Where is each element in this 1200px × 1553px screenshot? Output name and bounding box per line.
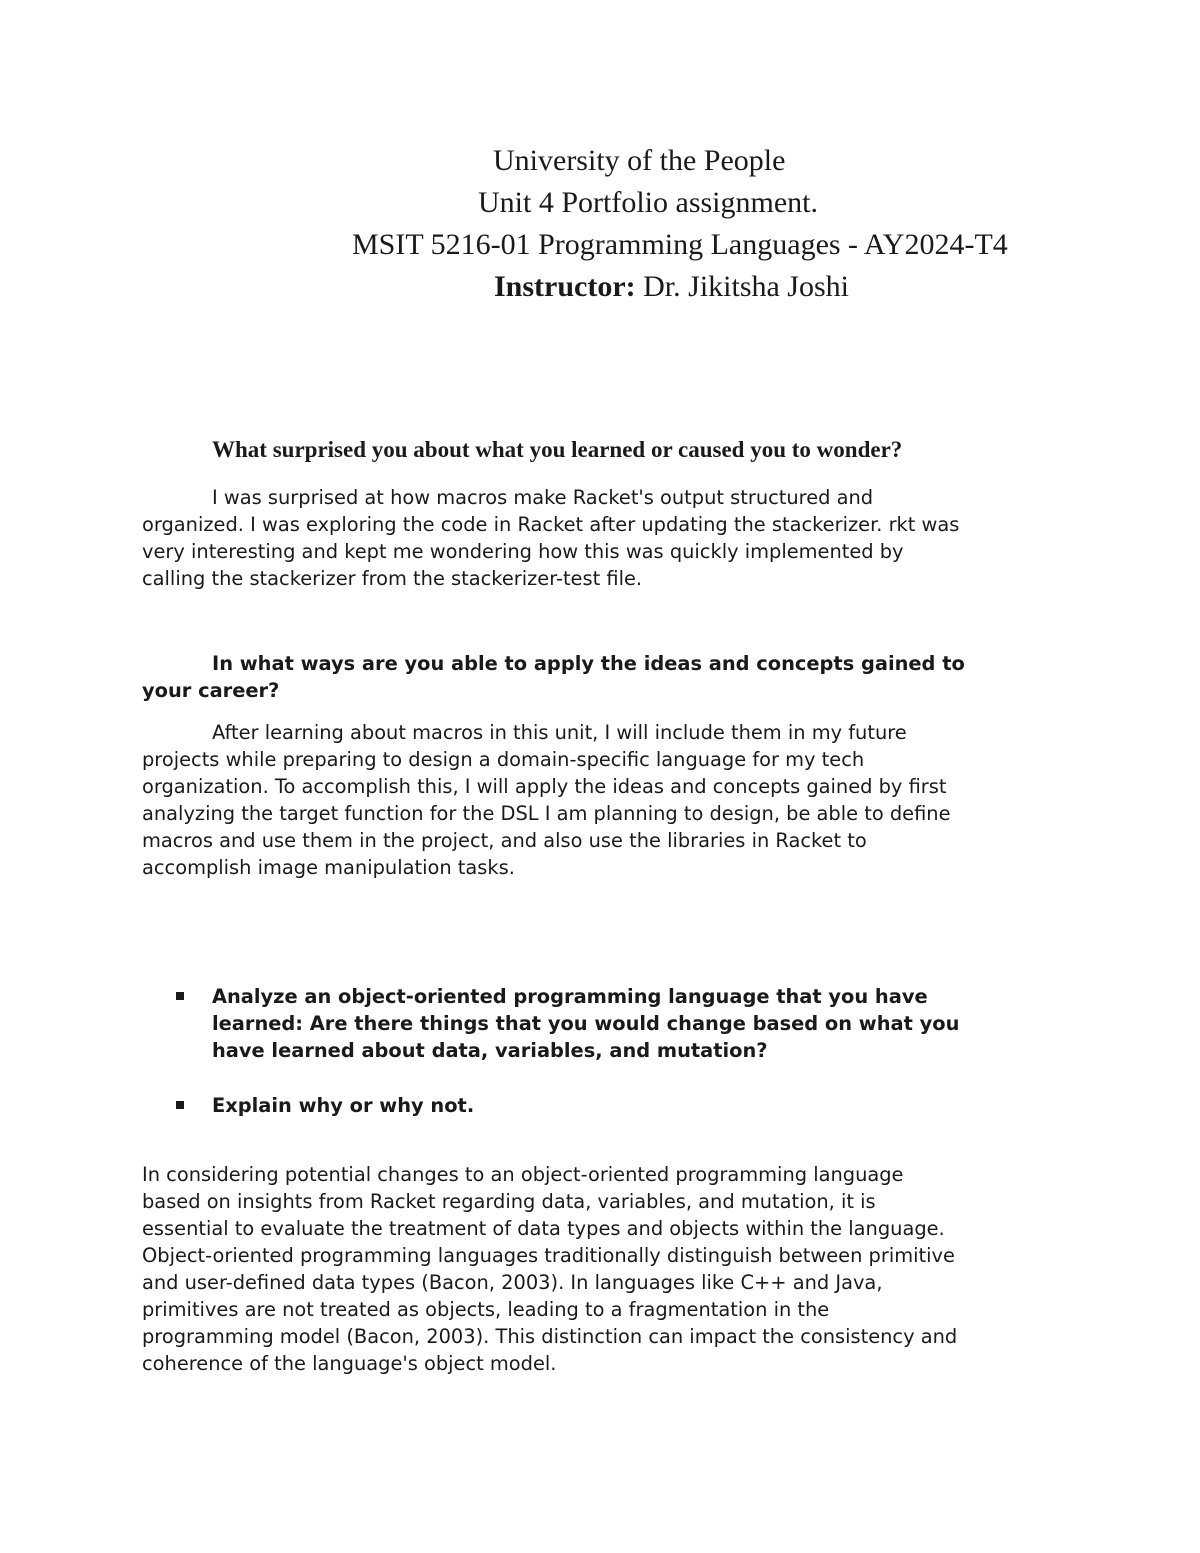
course-title: MSIT 5216-01 Programming Languages - AY2024-T4 bbox=[352, 228, 1008, 261]
paragraph-line: macros and use them in the project, and also use the libraries in Racket to bbox=[142, 829, 867, 852]
paragraph-line: based on insights from Racket regarding data, variables, and mutation, it is bbox=[142, 1190, 876, 1213]
paragraph-line: essential to evaluate the treatment of data types and objects within the language. bbox=[142, 1217, 945, 1240]
paragraph-line: coherence of the language's object model. bbox=[142, 1352, 557, 1375]
paragraph-line: accomplish image manipulation tasks. bbox=[142, 856, 515, 879]
instructor-name: Dr. Jikitsha Joshi bbox=[635, 270, 849, 303]
career-answer-paragraph bbox=[142, 719, 1062, 881]
question-surprised-heading: What surprised you about what you learned or caused you to wonder? bbox=[212, 437, 903, 462]
university-name: University of the People bbox=[493, 144, 786, 177]
bullet-text bbox=[212, 983, 1072, 1064]
bullet-line: Explain why or why not. bbox=[212, 1094, 475, 1117]
instructor-label: Instructor: bbox=[494, 270, 636, 303]
assignment-title: Unit 4 Portfolio assignment. bbox=[478, 186, 818, 219]
paragraph-line: In considering potential changes to an object-oriented programming language bbox=[142, 1163, 904, 1186]
oop-answer-paragraph bbox=[142, 1161, 1062, 1377]
square-bullet-icon bbox=[176, 992, 184, 1000]
paragraph-line: projects while preparing to design a domain-specific language for my tech bbox=[142, 748, 865, 771]
instructor-line bbox=[494, 266, 849, 308]
heading-line: In what ways are you able to apply the ideas and concepts gained to bbox=[212, 652, 965, 675]
paragraph-line: Object-oriented programming languages traditionally distinguish between primitive bbox=[142, 1244, 955, 1267]
bullet-line: learned: Are there things that you would change based on what you bbox=[212, 1012, 960, 1035]
paragraph-line: After learning about macros in this unit, I will include them in my future bbox=[212, 721, 907, 744]
paragraph-line: organization. To accomplish this, I will apply the ideas and concepts gained by first bbox=[142, 775, 947, 798]
heading-line: your career? bbox=[142, 679, 280, 702]
paragraph-line: analyzing the target function for the DSL I am planning to design, be able to define bbox=[142, 802, 951, 825]
paragraph-line: and user-defined data types (Bacon, 2003). In languages like C++ and Java, bbox=[142, 1271, 883, 1294]
bullet-line: have learned about data, variables, and mutation? bbox=[212, 1039, 768, 1062]
bullet-line: Analyze an object-oriented programming language that you have bbox=[212, 985, 928, 1008]
paragraph-line: calling the stackerizer from the stackerizer-test file. bbox=[142, 567, 643, 590]
paragraph-line: I was surprised at how macros make Racket's output structured and bbox=[212, 486, 874, 509]
square-bullet-icon bbox=[176, 1101, 184, 1109]
paragraph-line: primitives are not treated as objects, leading to a fragmentation in the bbox=[142, 1298, 830, 1321]
paragraph-line: programming model (Bacon, 2003). This distinction can impact the consistency and bbox=[142, 1325, 958, 1348]
paragraph-line: organized. I was exploring the code in Racket after updating the stackerizer. rkt was bbox=[142, 513, 960, 536]
paragraph-line: very interesting and kept me wondering how this was quickly implemented by bbox=[142, 540, 904, 563]
question-career-heading bbox=[142, 650, 1072, 704]
bullet-text bbox=[212, 1092, 1072, 1119]
surprised-answer-paragraph bbox=[142, 484, 1062, 592]
